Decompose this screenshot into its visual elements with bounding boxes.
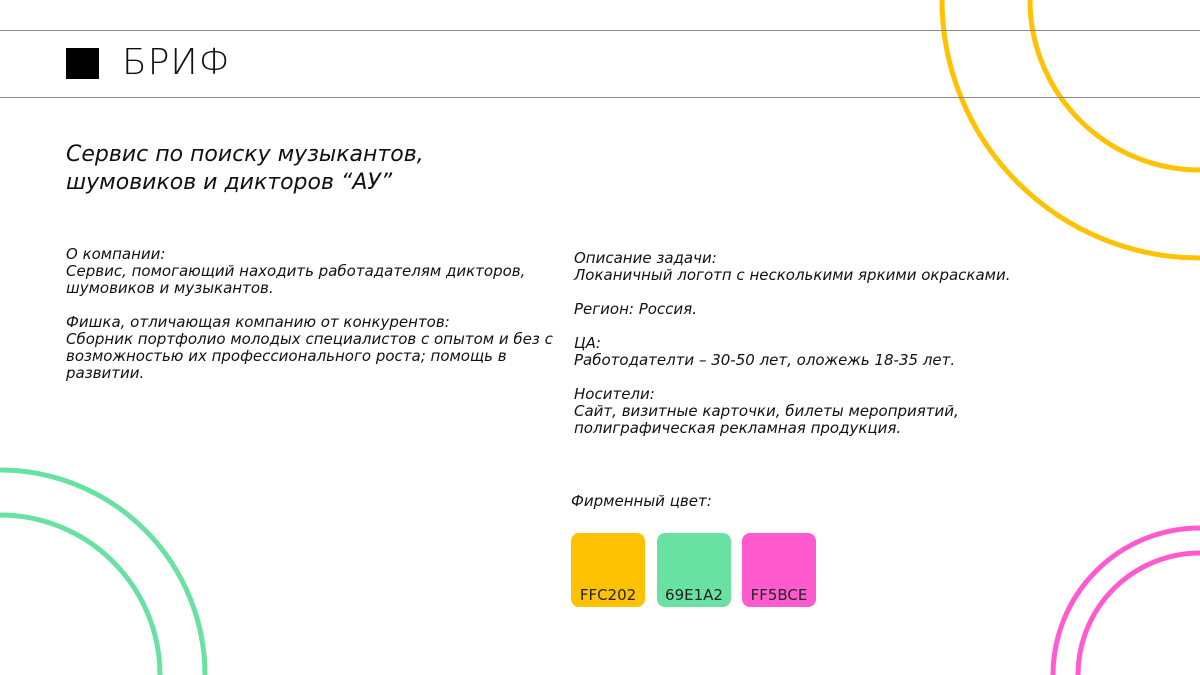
pink-ring-outer — [1053, 528, 1200, 675]
yellow-ring-inner — [1030, 0, 1200, 170]
feature-text-line: возможностью их профессионального роста; помощь в — [66, 347, 507, 365]
swatch-label: 69E1A2 — [665, 586, 723, 604]
feature-text-line: Сборник портфолио молодых специалистов с опытом и без с — [66, 330, 553, 348]
color-swatch-green — [657, 533, 731, 607]
top-divider — [0, 30, 1200, 31]
header-divider — [0, 97, 1200, 98]
heading-line: Сервис по поиску музыкантов, — [66, 142, 424, 167]
feature-text-line: развитии. — [66, 364, 145, 382]
green-ring-inner — [0, 515, 160, 675]
feature-block — [66, 314, 556, 382]
service-heading — [66, 141, 486, 197]
about-text-line: шумовиков и музыкантов. — [66, 279, 274, 297]
heading-line: шумовиков и дикторов “АУ” — [66, 170, 393, 195]
feature-label: Фишка, отличающая компанию от конкурентов: — [66, 313, 450, 331]
region-block — [574, 301, 1094, 318]
about-text-line: Сервис, помогающий находить работадателям дикторов, — [66, 262, 526, 280]
region-text: Регион: Россия. — [574, 300, 697, 318]
color-swatch-yellow — [571, 533, 645, 607]
audience-text: Работодателти – 30-50 лет, оложежь 18-35 лет. — [574, 351, 956, 369]
media-text-line: Сайт, визитные карточки, билеты мероприятий, — [574, 402, 959, 420]
media-label: Носители: — [574, 385, 655, 403]
yellow-ring-outer — [942, 0, 1200, 258]
about-label: О компании: — [66, 245, 166, 263]
audience-block — [574, 335, 1094, 369]
green-ring-outer — [0, 470, 205, 675]
swatch-label: FF5BCE — [750, 586, 808, 604]
media-text-line: полиграфическая рекламная продукция. — [574, 419, 902, 437]
right-column — [574, 250, 1094, 454]
left-column — [66, 246, 556, 399]
media-block — [574, 386, 1094, 437]
color-swatch-pink — [742, 533, 816, 607]
task-block — [574, 250, 1094, 284]
task-text: Локаничный логотп с несколькими яркими окрасками. — [574, 266, 1011, 284]
about-company-block — [66, 246, 556, 297]
title-square-icon — [66, 48, 99, 79]
page-title: БРИФ — [122, 42, 231, 83]
brand-color-label: Фирменный цвет: — [571, 492, 712, 510]
swatch-label: FFC202 — [579, 586, 637, 604]
task-label: Описание задачи: — [574, 249, 717, 267]
audience-label: ЦА: — [574, 334, 601, 352]
